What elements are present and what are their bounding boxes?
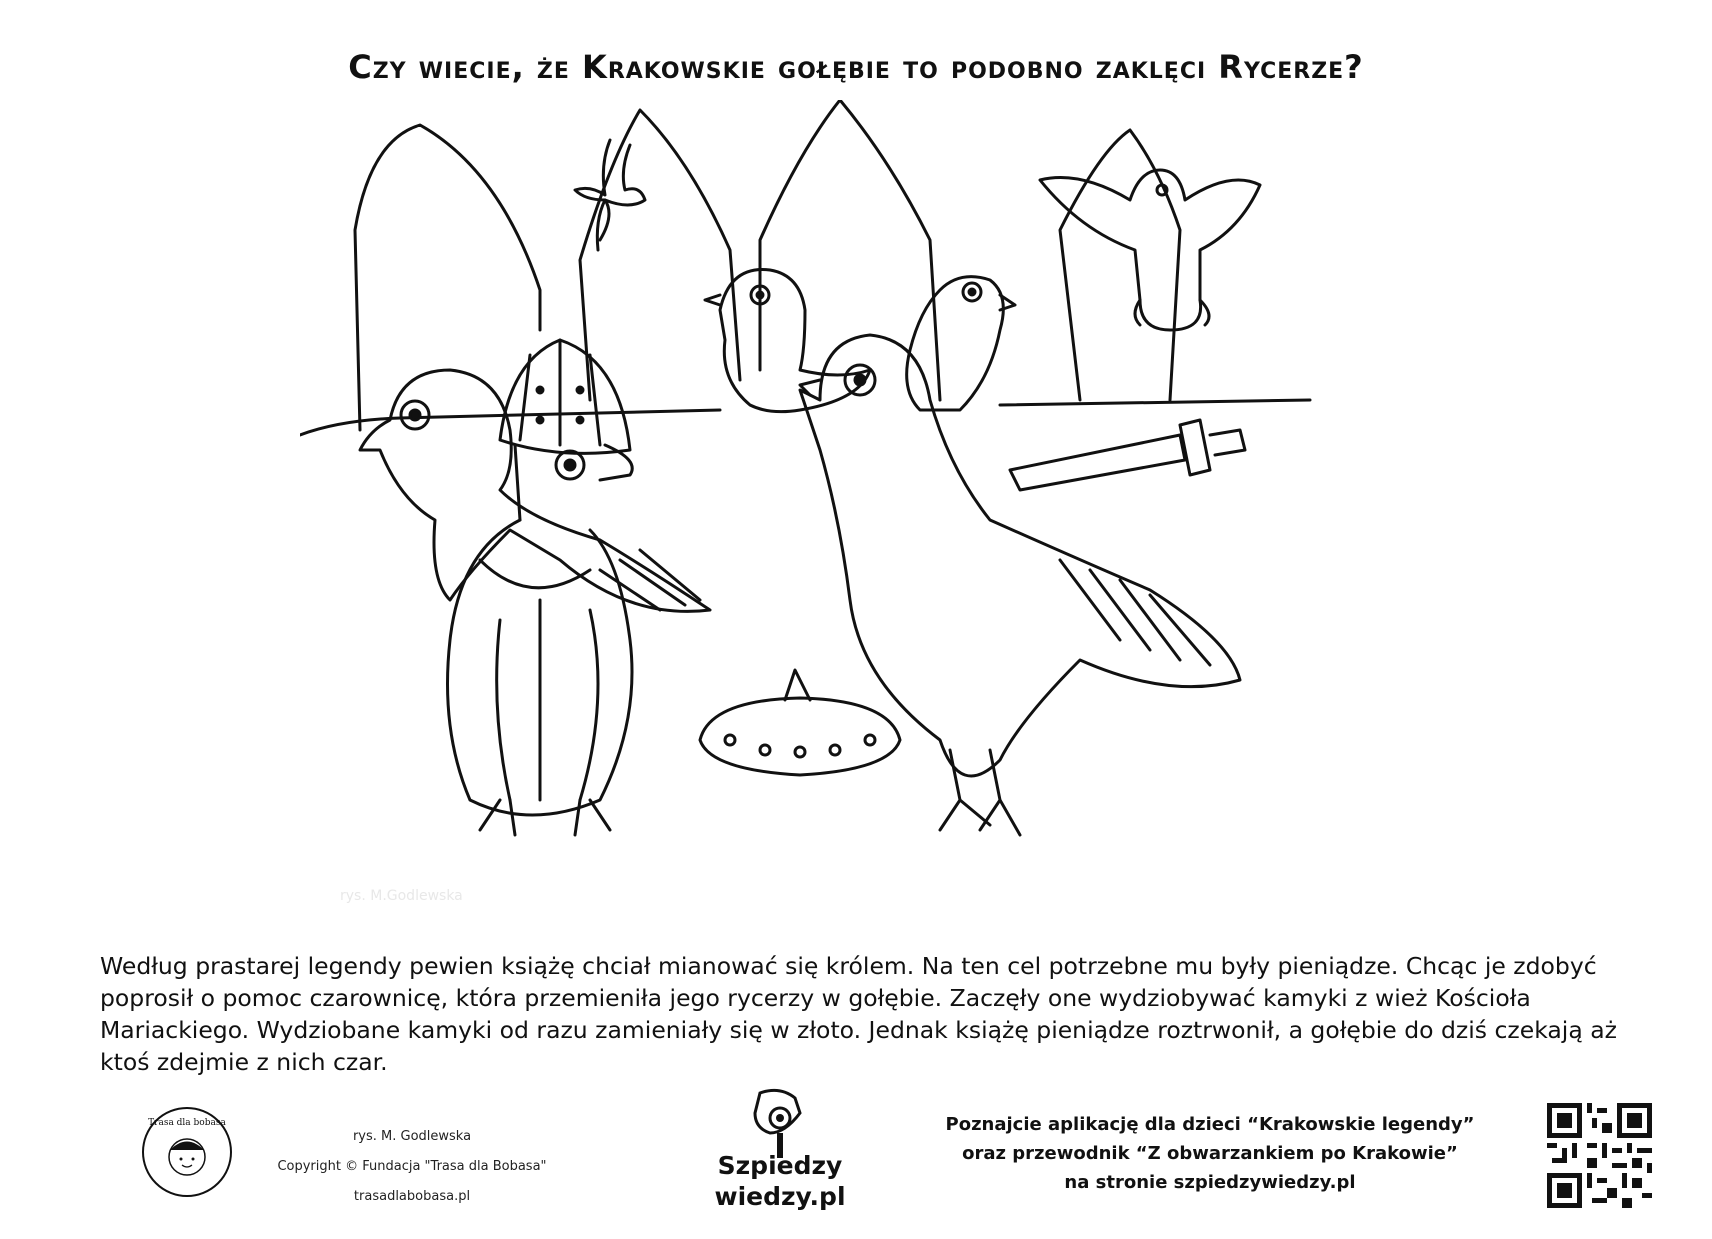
credits-website: trasadlabobasa.pl (353, 1189, 471, 1204)
legend-story-text: Według prastarej legendy pewien książę chciał mianować się królem. Na ten cel potrzebne mu były pieniądze. Chcąc je zdobyć poprosił o pomoc czarownicę, która przemieniła jego rycerzy w gołębie. Zaczęły one wydziobywać kamyki z wież Kościoła Mariackiego. Wydziobane kamyki od razu zamieniały się w złoto. Jednak książę pieniądze roztrwonił, a gołębie do dziś czekają aż ktoś zdejmie z nich czar. (100, 952, 1617, 1076)
arch-middle (580, 110, 740, 400)
promo-line3: na stronie szpiedzywiedzy.pl (1064, 1172, 1356, 1193)
page-title: Czy wiecie, że Krakowskie gołębie to podobno zaklęci Rycerze? (348, 48, 1364, 86)
promo-line1: Poznajcie aplikację dla dzieci “Krakowskie legendy” (945, 1114, 1475, 1135)
pigeon-knights-illustration (300, 100, 1420, 930)
pigeon-right-sitting (907, 277, 1015, 410)
brand-wordmark (700, 1150, 860, 1212)
promo-line2: oraz przewodnik “Z obwarzankiem po Krakowie” (962, 1143, 1458, 1164)
promo-text (880, 1110, 1540, 1197)
trasa-dla-bobasa-stamp (140, 1105, 234, 1199)
sword (1010, 420, 1245, 490)
stamp-text: Trasa dla bobasa (148, 1118, 226, 1128)
pigeon-middle-sitting (705, 270, 870, 412)
pigeon-back-left (360, 370, 710, 611)
credits-author: rys. M. Godlewska (352, 1129, 472, 1144)
credits-copyright: Copyright © Fundacja "Trasa dla Bobasa" (277, 1159, 547, 1174)
brand-line2: wiedzy.pl (714, 1182, 846, 1211)
illustration-signature: rys. M.Godlewska (340, 888, 463, 904)
flying-dove-large (1040, 170, 1260, 330)
arch-left (355, 125, 540, 430)
shield (700, 670, 900, 775)
credits-block (262, 1122, 562, 1212)
qr-code-icon[interactable] (1547, 1103, 1652, 1208)
brand-line1: Szpiedzy (717, 1151, 843, 1180)
pigeon-big-right (800, 335, 1240, 835)
flying-dove-small (575, 140, 645, 250)
